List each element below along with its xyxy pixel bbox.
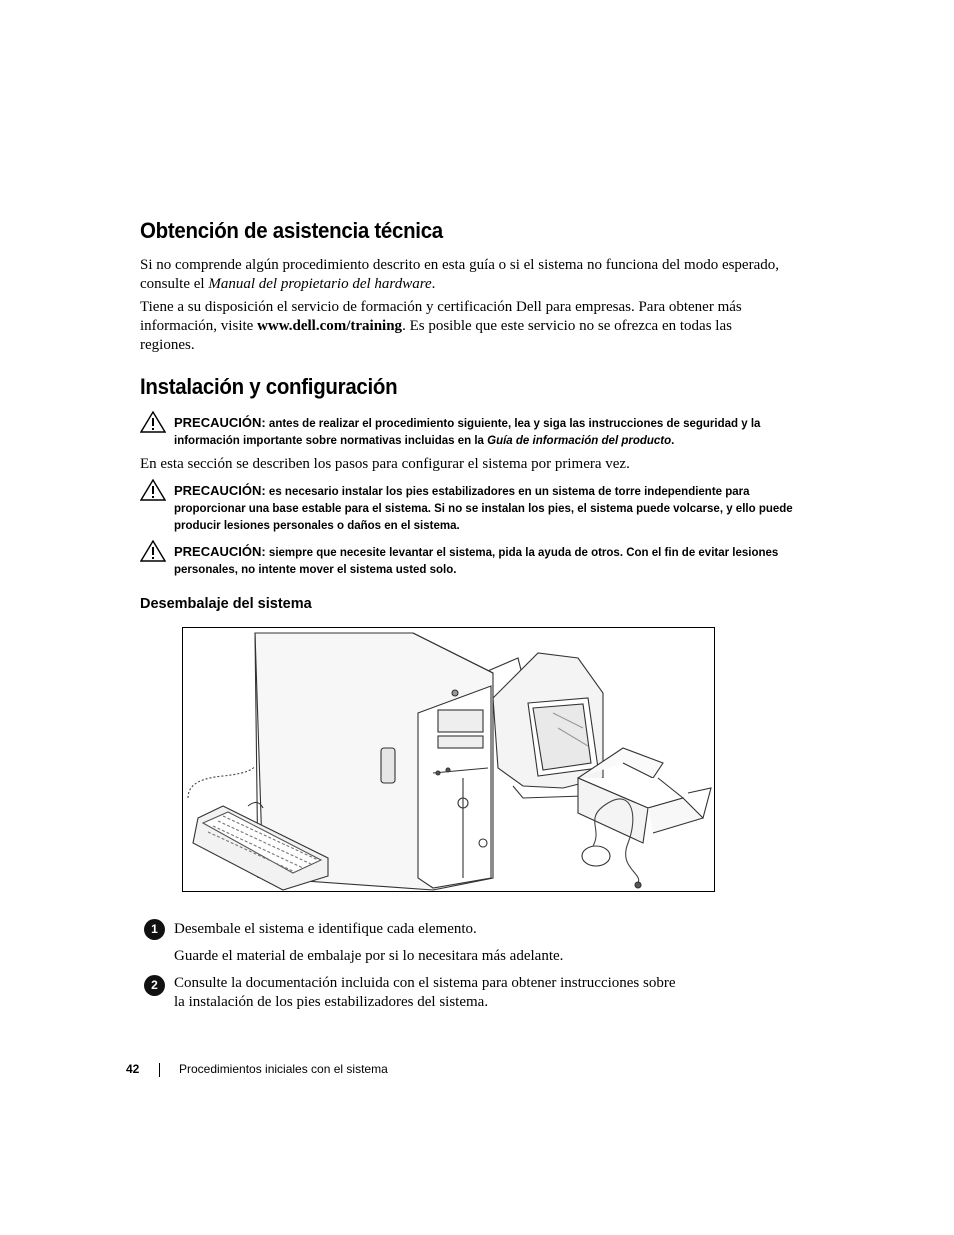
setup-intro: En esta sección se describen los pasos para configurar el sistema por primera vez.: [140, 456, 630, 472]
training-link[interactable]: www.dell.com/training: [257, 318, 403, 334]
accessory-box-drawing: [578, 748, 711, 888]
warning-triangle-icon: [140, 540, 166, 562]
caution-notice-3: PRECAUCIÓN: siempre que necesite levantar el sistema, pida la ayuda de otros. Con el fin de evitar lesiones personales, no intente mover el sistema usted solo.: [140, 543, 810, 579]
unpacking-illustration: [182, 627, 715, 892]
section-heading-support: Obtención de asistencia técnica: [140, 218, 443, 243]
step-1-note: Guarde el material de embalaje por si lo necesitara más adelante.: [174, 948, 564, 964]
warning-triangle-icon: [140, 411, 166, 433]
step-2-number: 2: [144, 975, 165, 996]
support-paragraph-1: Si no comprende algún procedimiento descrito en esta guía o si el sistema no funciona del modo esperado, consulte el Manual del propietario del hardware.: [140, 257, 779, 292]
subsection-heading-unpacking: Desembalaje del sistema: [140, 596, 312, 612]
system-components-drawing: [183, 628, 715, 892]
section-heading-setup: Instalación y configuración: [140, 374, 398, 399]
step-1-number: 1: [144, 919, 165, 940]
footer-divider: [159, 1063, 160, 1077]
caution-notice-2: PRECAUCIÓN: es necesario instalar los pies estabilizadores en un sistema de torre independiente para proporcionar una base estable para el sistema. Si no se instalan los pies, el sistema puede volcarse, y ello puede producir lesiones personales o daños en el sistema.: [140, 482, 810, 535]
page-number: 42: [126, 1062, 140, 1076]
caution-notice-1: PRECAUCIÓN: antes de realizar el procedimiento siguiente, lea y siga las instrucciones de seguridad y la información importante sobre normativas incluidas en la Guía de información del producto.: [140, 414, 810, 450]
step-2-text: Consulte la documentación incluida con el sistema para obtener instrucciones sobre la instalación de los pies estabilizadores del sistema.: [174, 975, 676, 1010]
footer-title: Procedimientos iniciales con el sistema: [179, 1062, 388, 1076]
monitor-drawing: [483, 653, 603, 798]
support-paragraph-2: Tiene a su disposición el servicio de formación y certificación Dell para empresas. Para obtener más información, visite www.dell.com/training. Es posible que este servicio no se ofrezca en todas las regiones.: [140, 299, 742, 353]
step-1-text: Desembale el sistema e identifique cada elemento.: [174, 921, 477, 937]
warning-triangle-icon: [140, 479, 166, 501]
